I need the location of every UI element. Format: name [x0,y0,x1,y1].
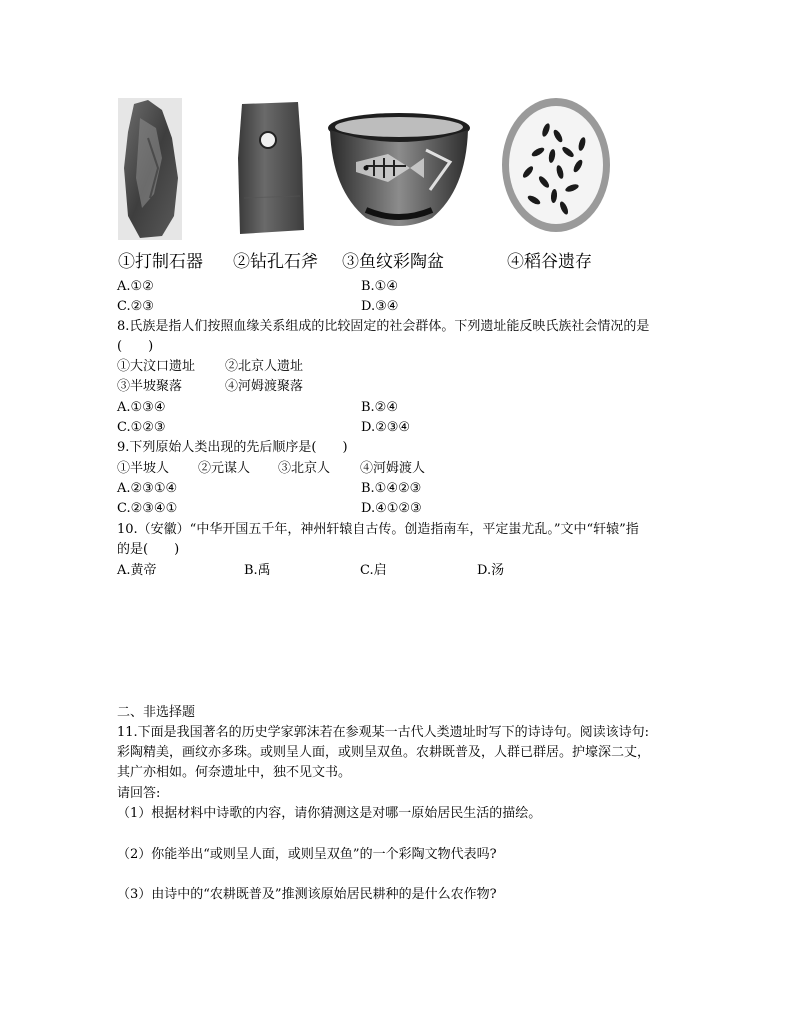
section-heading: 二、非选择题 [117,705,196,720]
chipped-stone-tool-image [118,98,182,240]
option-a[interactable]: A.①② [117,279,154,294]
option-a[interactable]: A.②③①④ [117,481,178,496]
question-9-item-4: ④河姆渡人 [360,461,426,476]
question-11-stem: 11.下面是我国著名的历史学家郭沫若在参观某一古代人类遗址时写下的诗诗句。阅读该诗句: [117,725,650,740]
perforated-stone-axe-image [234,98,310,240]
option-d[interactable]: D.③④ [361,299,399,314]
question-9-stem: 9.下列原始人类出现的先后顺序是( ) [117,440,348,455]
question-8-item-1: ①大汶口遗址 [117,359,196,374]
poem-line-2: 其广亦相如。何奈遗址中，独不见文书。 [117,765,352,780]
option-b[interactable]: B.①④ [361,279,398,294]
option-c[interactable]: C.①②③ [117,420,166,435]
question-8-answer-blank: ( ) [117,339,154,354]
option-d[interactable]: D.汤 [477,563,505,578]
question-8-item-3: ③半坡聚落 [117,379,183,394]
question-9-item-3: ③北京人 [278,461,331,476]
fish-pattern-pottery-basin-image [326,110,472,234]
poem-line-1: 彩陶精美，画纹亦多珠。或则呈人面，或则呈双鱼。农耕既普及，人群已群居。护壕深二丈， [117,745,651,760]
option-a[interactable]: A.①③④ [117,400,166,415]
question-10-stem-cont: 的是( ) [117,542,180,557]
option-c[interactable]: C.②③ [117,299,154,314]
figure-caption-1: ①打制石器 [118,252,203,272]
answer-prompt: 请回答: [117,786,161,801]
sub-question-3: （3）由诗中的“农耕既普及”推测该原始居民耕种的是什么农作物? [117,887,497,902]
question-8-item-2: ②北京人遗址 [225,359,304,374]
question-10-stem: 10.（安徽）“中华开国五千年，神州轩辕自古传。创造指南车，平定蚩尤乱。”文中“轩辕”指 [117,522,639,537]
option-b[interactable]: B.①④②③ [361,481,422,496]
question-9-item-1: ①半坡人 [117,461,170,476]
option-c[interactable]: C.②③④① [117,501,178,516]
option-b[interactable]: B.②④ [361,400,398,415]
option-c[interactable]: C.启 [360,563,387,578]
figure-caption-3: ③鱼纹彩陶盆 [342,252,444,272]
figure-caption-2: ②钻孔石斧 [233,252,318,272]
figure-caption-4: ④稻谷遗存 [507,252,592,272]
question-8-item-4: ④河姆渡聚落 [225,379,304,394]
option-d[interactable]: D.②③④ [361,420,411,435]
question-9-item-2: ②元谋人 [198,461,251,476]
rice-remains-image [500,96,612,234]
sub-question-2: （2）你能举出“或则呈人面，或则呈双鱼”的一个彩陶文物代表吗? [117,847,497,862]
option-d[interactable]: D.④①②③ [361,501,422,516]
sub-question-1: （1）根据材料中诗歌的内容，请你猜测这是对哪一原始居民生活的描绘。 [117,806,542,821]
option-b[interactable]: B.禹 [244,563,271,578]
option-a[interactable]: A.黄帝 [117,563,157,578]
question-8-stem: 8.氏族是指人们按照血缘关系组成的比较固定的社会群体。下列遗址能反映氏族社会情况的是 [117,319,650,334]
